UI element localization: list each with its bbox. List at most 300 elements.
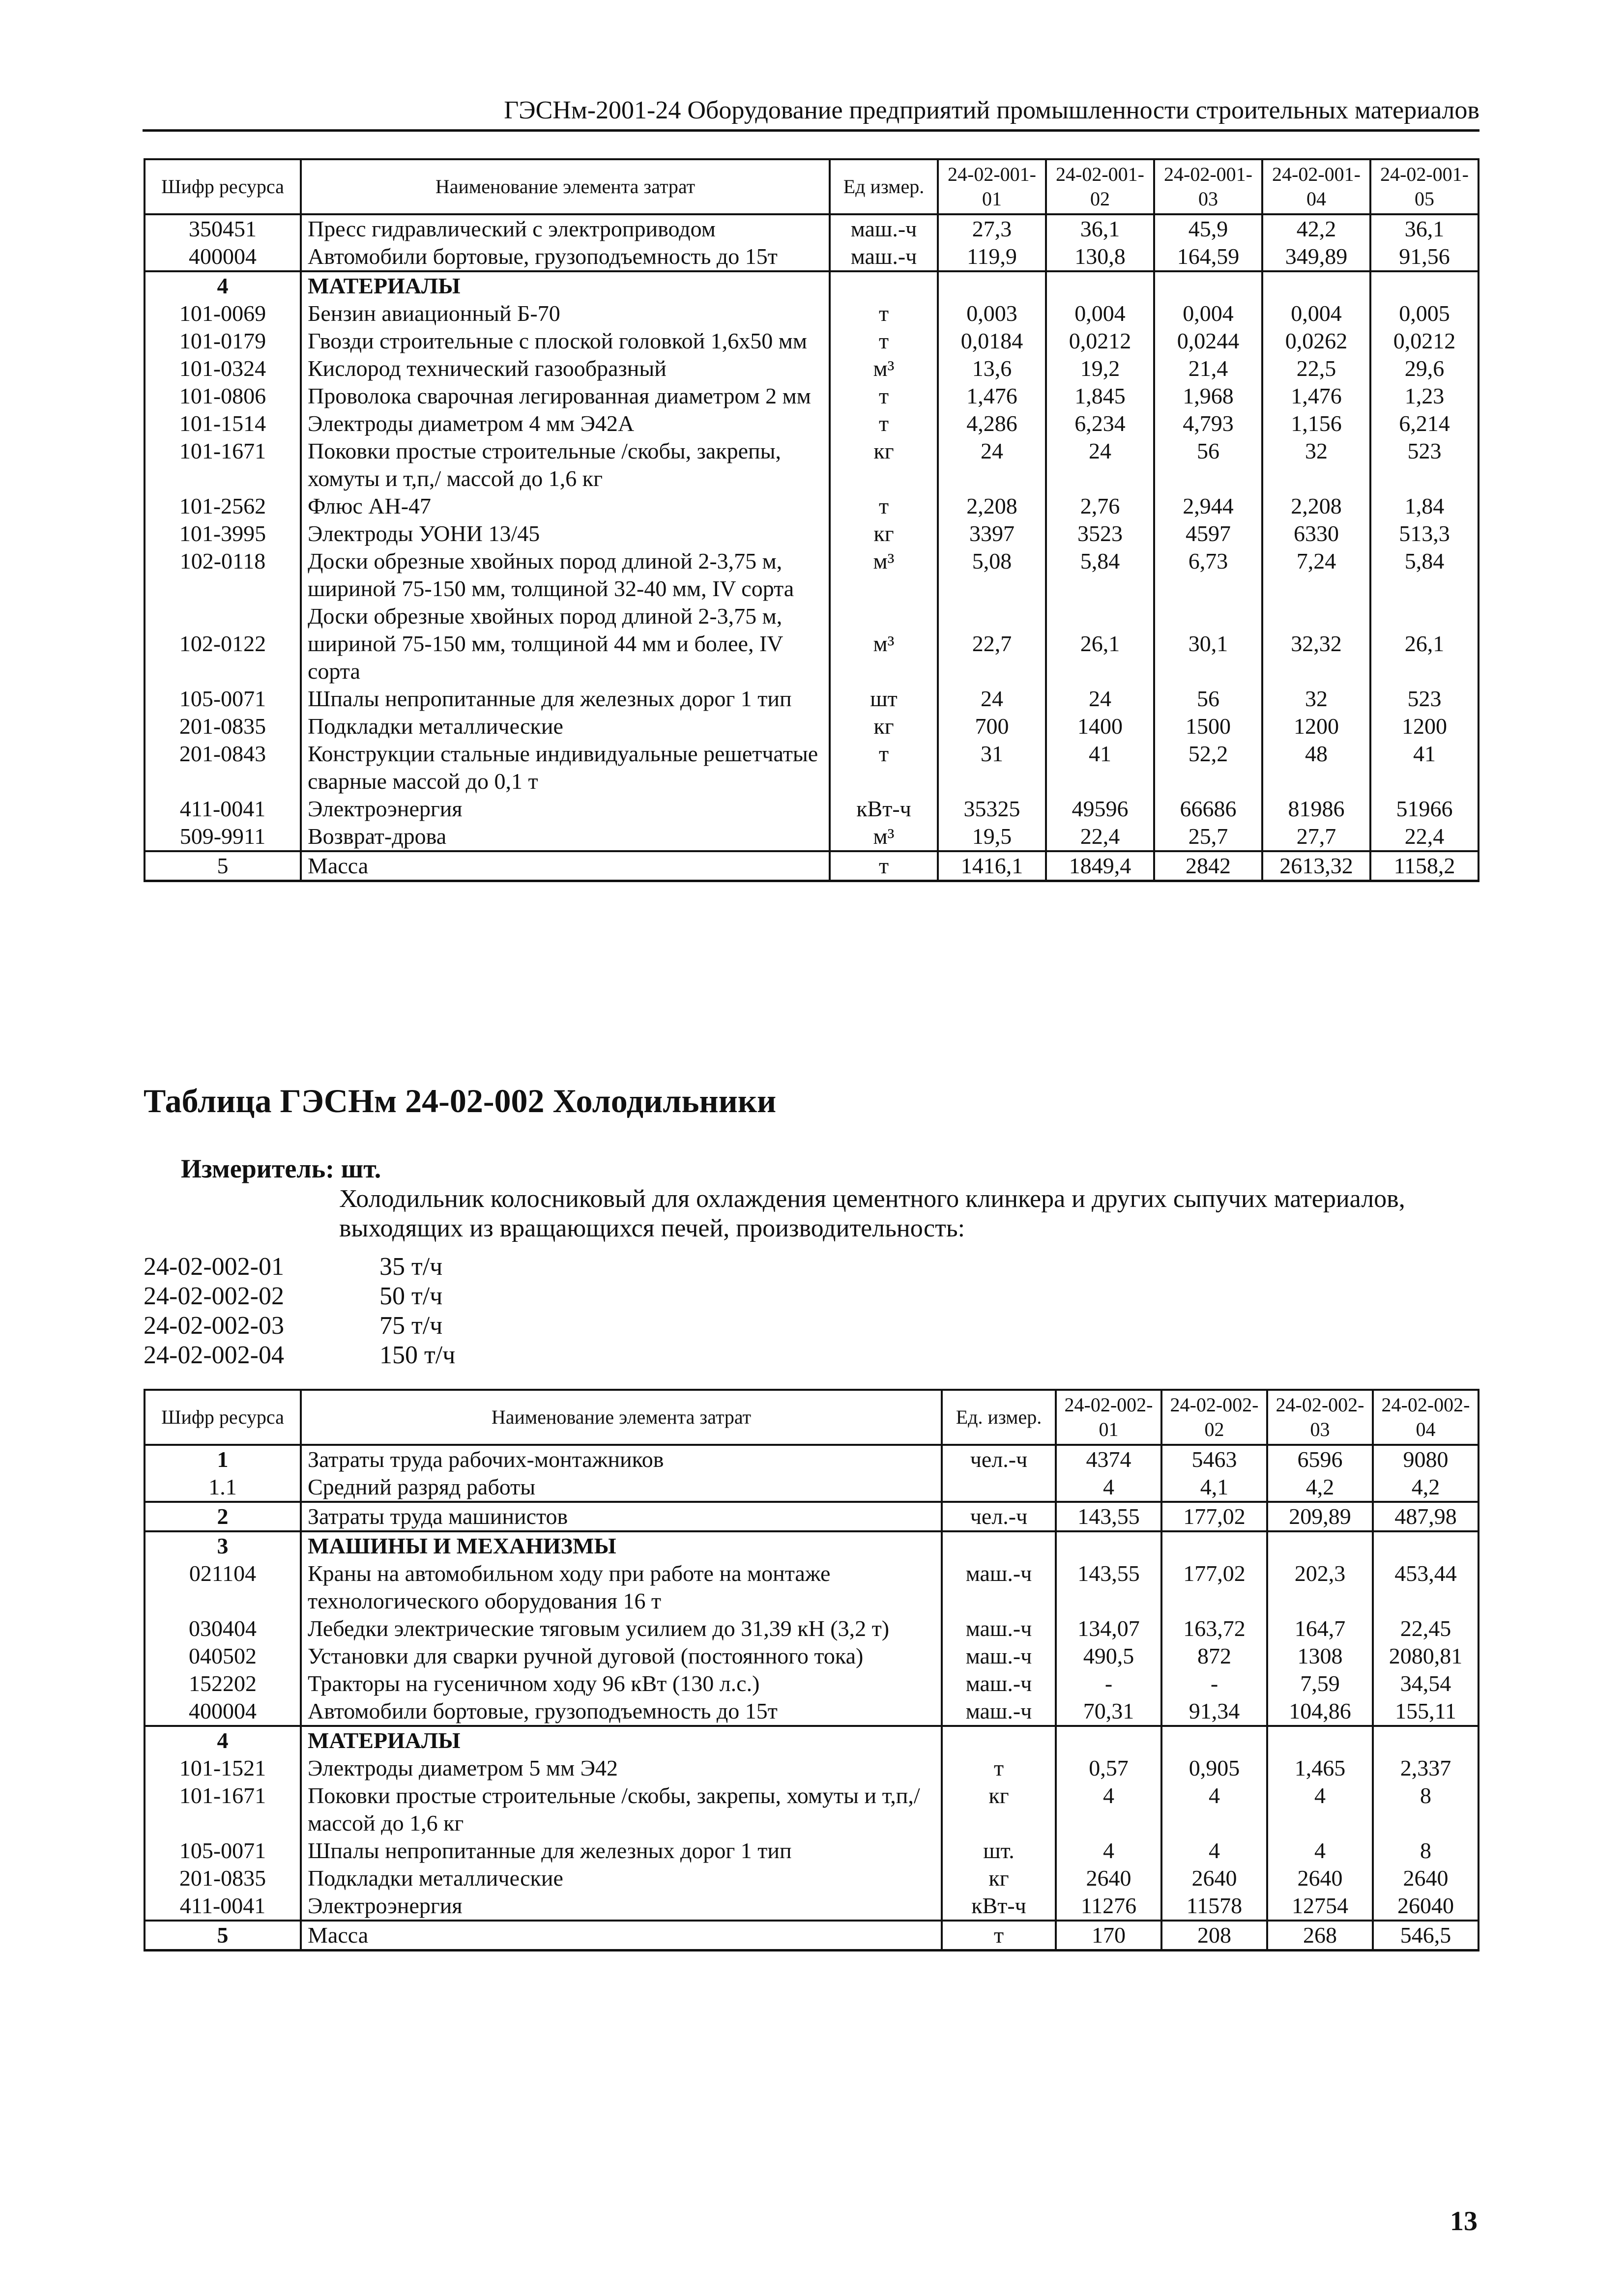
column-header: Шифр ресурса <box>145 1390 301 1445</box>
value-cell: 2,944 <box>1154 492 1262 520</box>
value-cell: 2842 <box>1154 851 1262 881</box>
resource-code: 101-1514 <box>145 410 301 437</box>
value-cell: 164,59 <box>1154 243 1262 271</box>
resource-code: 101-0324 <box>145 355 301 382</box>
column-header: 24-02-002-02 <box>1161 1390 1267 1445</box>
value-cell: 0,004 <box>1154 300 1262 327</box>
unit-cell: маш.-ч <box>942 1697 1056 1726</box>
value-cell: 22,45 <box>1373 1615 1479 1642</box>
value-cell: 26040 <box>1373 1892 1479 1921</box>
resource-name: Затраты труда рабочих-монтажников <box>301 1445 942 1473</box>
unit-cell: кг <box>830 437 938 492</box>
value-cell: 1,465 <box>1267 1754 1373 1782</box>
variant-code: 24-02-002-01 <box>144 1253 284 1281</box>
unit-cell: т <box>830 740 938 795</box>
resource-name: Подкладки металлические <box>301 713 830 740</box>
value-cell: 2,337 <box>1373 1754 1479 1782</box>
unit-cell: т <box>830 327 938 355</box>
resource-name: Подкладки металлические <box>301 1865 942 1892</box>
value-cell: 2640 <box>1267 1865 1373 1892</box>
variant-value: 50 т/ч <box>379 1282 443 1310</box>
value-cell: 1158,2 <box>1370 851 1479 881</box>
variant-value: 150 т/ч <box>379 1341 456 1369</box>
resource-code: 105-0071 <box>145 1837 301 1865</box>
value-cell: 56 <box>1154 437 1262 492</box>
value-cell: 70,31 <box>1056 1697 1161 1726</box>
value-cell: 143,55 <box>1056 1560 1161 1615</box>
resource-code: 509-9911 <box>145 823 301 851</box>
value-cell: 4 <box>1267 1837 1373 1865</box>
value-cell: 1200 <box>1262 713 1370 740</box>
value-cell: 24 <box>1046 437 1154 492</box>
value-cell: 2640 <box>1161 1865 1267 1892</box>
value-cell: 1,23 <box>1370 382 1479 410</box>
meter-line <box>181 1154 381 1183</box>
resource-code: 201-0835 <box>145 1865 301 1892</box>
unit-cell: кг <box>942 1782 1056 1837</box>
table-row <box>145 1502 1479 1531</box>
variant-row <box>144 1341 455 1370</box>
variant-value: 35 т/ч <box>379 1253 443 1281</box>
unit-cell: т <box>830 382 938 410</box>
unit-cell: маш.-ч <box>942 1642 1056 1670</box>
value-cell: 1416,1 <box>938 851 1046 881</box>
value-cell <box>1046 271 1154 300</box>
value-cell: 4 <box>1161 1782 1267 1837</box>
unit-cell: т <box>942 1921 1056 1951</box>
resource-name: Установки для сварки ручной дуговой (постоянного тока) <box>301 1642 942 1670</box>
resource-name: Масса <box>301 1921 942 1951</box>
value-cell: 49596 <box>1046 795 1154 823</box>
value-cell: 34,54 <box>1373 1670 1479 1697</box>
value-cell: 4 <box>1161 1837 1267 1865</box>
resource-name: Краны на автомобильном ходу при работе на монтаже технологического оборудования 16 т <box>301 1560 942 1615</box>
table-row <box>145 214 1479 243</box>
value-cell: 2,208 <box>938 492 1046 520</box>
value-cell: 4 <box>1056 1782 1161 1837</box>
unit-cell: шт. <box>942 1837 1056 1865</box>
resource-table-001 <box>144 158 1479 882</box>
unit-cell: маш.-ч <box>942 1670 1056 1697</box>
value-cell: 0,004 <box>1046 300 1154 327</box>
unit-cell: м³ <box>830 355 938 382</box>
value-cell: 1,476 <box>938 382 1046 410</box>
column-header: Наименование элемента затрат <box>301 159 830 214</box>
resource-code: 5 <box>145 1921 301 1951</box>
value-cell: 42,2 <box>1262 214 1370 243</box>
table-title: Таблица ГЭСНм 24-02-002 Холодильники <box>144 1082 777 1119</box>
column-header: Шифр ресурса <box>145 159 301 214</box>
resource-code: 201-0835 <box>145 713 301 740</box>
value-cell <box>1373 1531 1479 1560</box>
resource-name: Доски обрезные хвойных пород длиной 2-3,75 м, шириной 75-150 мм, толщиной 44 мм и более, IV сорта <box>301 603 830 685</box>
resource-name: Автомобили бортовые, грузоподъемность до 15т <box>301 1697 942 1726</box>
resource-code: 3 <box>145 1531 301 1560</box>
column-header: Наименование элемента затрат <box>301 1390 942 1445</box>
value-cell: 19,5 <box>938 823 1046 851</box>
resource-code: 4 <box>145 271 301 300</box>
table-description: Холодильник колосниковый для охлаждения цементного клинкера и других сыпучих материалов, выходящих из вращающихся печей, производительность: <box>339 1185 1405 1242</box>
column-header: Ед измер. <box>830 159 938 214</box>
resource-name: Масса <box>301 851 830 881</box>
value-cell: 6,214 <box>1370 410 1479 437</box>
table-row <box>145 685 1479 713</box>
value-cell: 209,89 <box>1267 1502 1373 1531</box>
resource-name: Электроды диаметром 5 мм Э42 <box>301 1754 942 1782</box>
running-header: ГЭСНм-2001-24 Оборудование предприятий промышленности строительных материалов <box>143 96 1479 132</box>
resource-name: Пресс гидравлический с электроприводом <box>301 214 830 243</box>
resource-code: 101-1671 <box>145 437 301 492</box>
resource-code: 040502 <box>145 1642 301 1670</box>
value-cell: 1,84 <box>1370 492 1479 520</box>
value-cell: 22,7 <box>938 603 1046 685</box>
value-cell: 0,0244 <box>1154 327 1262 355</box>
value-cell: 26,1 <box>1370 603 1479 685</box>
value-cell <box>1161 1531 1267 1560</box>
column-header: 24-02-001-03 <box>1154 159 1262 214</box>
resource-name: Электроэнергия <box>301 795 830 823</box>
value-cell: 177,02 <box>1161 1502 1267 1531</box>
resource-code: 4 <box>145 1726 301 1754</box>
unit-cell: маш.-ч <box>830 214 938 243</box>
unit-cell: кг <box>830 520 938 547</box>
value-cell: 5463 <box>1161 1445 1267 1473</box>
resource-code: 400004 <box>145 243 301 271</box>
value-cell: 22,5 <box>1262 355 1370 382</box>
value-cell: 349,89 <box>1262 243 1370 271</box>
value-cell: 1500 <box>1154 713 1262 740</box>
table-row <box>145 1615 1479 1642</box>
value-cell: 1308 <box>1267 1642 1373 1670</box>
unit-cell: т <box>830 300 938 327</box>
table-row <box>145 1837 1479 1865</box>
resource-name: Флюс АН-47 <box>301 492 830 520</box>
resource-code: 101-0179 <box>145 327 301 355</box>
table-row <box>145 1642 1479 1670</box>
resource-table-002 <box>144 1389 1479 1952</box>
value-cell: 41 <box>1370 740 1479 795</box>
value-cell: 2,208 <box>1262 492 1370 520</box>
value-cell: 5,08 <box>938 547 1046 603</box>
value-cell: 35325 <box>938 795 1046 823</box>
value-cell: 2640 <box>1373 1865 1479 1892</box>
resource-code: 021104 <box>145 1560 301 1615</box>
variant-code: 24-02-002-02 <box>144 1282 284 1310</box>
value-cell: 208 <box>1161 1921 1267 1951</box>
value-cell: 51966 <box>1370 795 1479 823</box>
value-cell <box>1267 1531 1373 1560</box>
value-cell: 12754 <box>1267 1892 1373 1921</box>
column-header: 24-02-001-01 <box>938 159 1046 214</box>
value-cell <box>1267 1726 1373 1754</box>
value-cell: 0,0184 <box>938 327 1046 355</box>
table-row <box>145 1892 1479 1921</box>
value-cell: 2,76 <box>1046 492 1154 520</box>
value-cell: 8 <box>1373 1837 1479 1865</box>
unit-cell: чел.-ч <box>942 1445 1056 1473</box>
resource-name: Конструкции стальные индивидуальные решетчатые сварные массой до 0,1 т <box>301 740 830 795</box>
resource-name: Электроэнергия <box>301 1892 942 1921</box>
value-cell: 11276 <box>1056 1892 1161 1921</box>
value-cell: 24 <box>938 437 1046 492</box>
value-cell: 11578 <box>1161 1892 1267 1921</box>
value-cell: 0,905 <box>1161 1754 1267 1782</box>
resource-code: 411-0041 <box>145 1892 301 1921</box>
unit-cell: м³ <box>830 547 938 603</box>
value-cell: 1,156 <box>1262 410 1370 437</box>
value-cell: 66686 <box>1154 795 1262 823</box>
unit-cell: чел.-ч <box>942 1502 1056 1531</box>
table-row <box>145 382 1479 410</box>
table-row <box>145 851 1479 881</box>
variant-value: 75 т/ч <box>379 1312 443 1340</box>
resource-name: МАТЕРИАЛЫ <box>301 271 830 300</box>
value-cell: 22,4 <box>1046 823 1154 851</box>
value-cell: 268 <box>1267 1921 1373 1951</box>
table-row <box>145 327 1479 355</box>
value-cell: 81986 <box>1262 795 1370 823</box>
value-cell: 7,59 <box>1267 1670 1373 1697</box>
table-row <box>145 410 1479 437</box>
unit-cell: м³ <box>830 603 938 685</box>
value-cell: 523 <box>1370 437 1479 492</box>
resource-name: Электроды УОНИ 13/45 <box>301 520 830 547</box>
value-cell: 163,72 <box>1161 1615 1267 1642</box>
value-cell: 155,11 <box>1373 1697 1479 1726</box>
meter-label: Измеритель: <box>181 1154 335 1183</box>
value-cell: 22,4 <box>1370 823 1479 851</box>
table-row <box>145 1754 1479 1782</box>
value-cell: 4 <box>1056 1473 1161 1502</box>
value-cell: 24 <box>1046 685 1154 713</box>
resource-code: 101-1521 <box>145 1754 301 1782</box>
resource-name: Доски обрезные хвойных пород длиной 2-3,75 м, шириной 75-150 мм, толщиной 32-40 мм, IV сорта <box>301 547 830 603</box>
column-header: 24-02-002-04 <box>1373 1390 1479 1445</box>
resource-code: 101-2562 <box>145 492 301 520</box>
resource-name: Кислород технический газообразный <box>301 355 830 382</box>
value-cell <box>1154 271 1262 300</box>
unit-cell: т <box>830 492 938 520</box>
value-cell: 25,7 <box>1154 823 1262 851</box>
value-cell: 453,44 <box>1373 1560 1479 1615</box>
value-cell: 4,2 <box>1267 1473 1373 1502</box>
value-cell: 0,57 <box>1056 1754 1161 1782</box>
value-cell: 36,1 <box>1046 214 1154 243</box>
resource-code: 101-0806 <box>145 382 301 410</box>
resource-name: Средний разряд работы <box>301 1473 942 1502</box>
resource-name: Электроды диаметром 4 мм Э42А <box>301 410 830 437</box>
value-cell: 1849,4 <box>1046 851 1154 881</box>
resource-name: Проволока сварочная легированная диаметром 2 мм <box>301 382 830 410</box>
table-row <box>145 1697 1479 1726</box>
value-cell: 2640 <box>1056 1865 1161 1892</box>
value-cell: 202,3 <box>1267 1560 1373 1615</box>
variant-code: 24-02-002-04 <box>144 1341 284 1369</box>
value-cell: 5,84 <box>1370 547 1479 603</box>
unit-cell <box>942 1473 1056 1502</box>
resource-name: Тракторы на гусеничном ходу 96 кВт (130 л.с.) <box>301 1670 942 1697</box>
resource-code: 105-0071 <box>145 685 301 713</box>
resource-name: МАШИНЫ И МЕХАНИЗМЫ <box>301 1531 942 1560</box>
value-cell: 119,9 <box>938 243 1046 271</box>
value-cell: 4,793 <box>1154 410 1262 437</box>
value-cell: 32,32 <box>1262 603 1370 685</box>
table-row <box>145 1670 1479 1697</box>
value-cell: 513,3 <box>1370 520 1479 547</box>
column-header: 24-02-001-04 <box>1262 159 1370 214</box>
value-cell: 1,968 <box>1154 382 1262 410</box>
value-cell: 0,005 <box>1370 300 1479 327</box>
unit-cell: маш.-ч <box>830 243 938 271</box>
value-cell: 8 <box>1373 1782 1479 1837</box>
table-row <box>145 547 1479 603</box>
value-cell: 104,86 <box>1267 1697 1373 1726</box>
value-cell: 45,9 <box>1154 214 1262 243</box>
value-cell: 6330 <box>1262 520 1370 547</box>
unit-cell: кг <box>942 1865 1056 1892</box>
table-row <box>145 300 1479 327</box>
value-cell: 1400 <box>1046 713 1154 740</box>
unit-cell: т <box>830 851 938 881</box>
value-cell: 1200 <box>1370 713 1479 740</box>
resource-name: Поковки простые строительные /скобы, закрепы, хомуты и т,п,/ массой до 1,6 кг <box>301 1782 942 1837</box>
resource-code: 101-0069 <box>145 300 301 327</box>
value-cell: 41 <box>1046 740 1154 795</box>
table-header-row <box>145 159 1479 214</box>
unit-cell: маш.-ч <box>942 1615 1056 1642</box>
value-cell: 143,55 <box>1056 1502 1161 1531</box>
value-cell: - <box>1056 1670 1161 1697</box>
variant-row <box>144 1282 455 1311</box>
table-row <box>145 243 1479 271</box>
value-cell <box>1262 271 1370 300</box>
table-row <box>145 355 1479 382</box>
value-cell: 872 <box>1161 1642 1267 1670</box>
value-cell: 31 <box>938 740 1046 795</box>
value-cell: 134,07 <box>1056 1615 1161 1642</box>
value-cell: 2080,81 <box>1373 1642 1479 1670</box>
value-cell: 91,56 <box>1370 243 1479 271</box>
variant-row <box>144 1252 455 1282</box>
value-cell: 4,286 <box>938 410 1046 437</box>
value-cell: 0,004 <box>1262 300 1370 327</box>
value-cell: 4,1 <box>1161 1473 1267 1502</box>
page-number: 13 <box>1450 2206 1478 2237</box>
value-cell: 5,84 <box>1046 547 1154 603</box>
column-header: 24-02-001-05 <box>1370 159 1479 214</box>
table-row <box>145 740 1479 795</box>
value-cell: 56 <box>1154 685 1262 713</box>
value-cell: 4597 <box>1154 520 1262 547</box>
value-cell: 1,476 <box>1262 382 1370 410</box>
value-cell: 13,6 <box>938 355 1046 382</box>
table-row <box>145 1531 1479 1560</box>
table-row <box>145 795 1479 823</box>
value-cell: 9080 <box>1373 1445 1479 1473</box>
table-row <box>145 713 1479 740</box>
resource-code: 350451 <box>145 214 301 243</box>
resource-name: Автомобили бортовые, грузоподъемность до 15т <box>301 243 830 271</box>
resource-code: 101-3995 <box>145 520 301 547</box>
table-row <box>145 1560 1479 1615</box>
resource-code: 2 <box>145 1502 301 1531</box>
unit-cell: кВт-ч <box>942 1892 1056 1921</box>
table-row <box>145 1726 1479 1754</box>
value-cell: 6,73 <box>1154 547 1262 603</box>
unit-cell: м³ <box>830 823 938 851</box>
column-header: 24-02-002-01 <box>1056 1390 1161 1445</box>
resource-code: 102-0122 <box>145 603 301 685</box>
resource-name: Шпалы непропитанные для железных дорог 1 тип <box>301 1837 942 1865</box>
value-cell: 170 <box>1056 1921 1161 1951</box>
unit-cell: маш.-ч <box>942 1560 1056 1615</box>
value-cell: 48 <box>1262 740 1370 795</box>
resource-code: 201-0843 <box>145 740 301 795</box>
resource-code: 101-1671 <box>145 1782 301 1837</box>
value-cell <box>1161 1726 1267 1754</box>
value-cell <box>1056 1531 1161 1560</box>
value-cell <box>938 271 1046 300</box>
value-cell: 19,2 <box>1046 355 1154 382</box>
table-row <box>145 1921 1479 1951</box>
variant-row <box>144 1311 455 1341</box>
value-cell: 52,2 <box>1154 740 1262 795</box>
value-cell: 21,4 <box>1154 355 1262 382</box>
resource-name: Лебедки электрические тяговым усилием до 31,39 кН (3,2 т) <box>301 1615 942 1642</box>
variant-list <box>144 1252 455 1370</box>
value-cell: 32 <box>1262 437 1370 492</box>
resource-code: 400004 <box>145 1697 301 1726</box>
value-cell: 4,2 <box>1373 1473 1479 1502</box>
value-cell: 546,5 <box>1373 1921 1479 1951</box>
value-cell: 3397 <box>938 520 1046 547</box>
table-row <box>145 520 1479 547</box>
value-cell: 0,0212 <box>1370 327 1479 355</box>
column-header: Ед. измер. <box>942 1390 1056 1445</box>
variant-code: 24-02-002-03 <box>144 1312 284 1340</box>
value-cell: 0,0212 <box>1046 327 1154 355</box>
value-cell <box>1370 271 1479 300</box>
value-cell: 523 <box>1370 685 1479 713</box>
resource-name: МАТЕРИАЛЫ <box>301 1726 942 1754</box>
resource-name: Гвозди строительные с плоской головкой 1,6х50 мм <box>301 327 830 355</box>
resource-name: Бензин авиационный Б-70 <box>301 300 830 327</box>
value-cell: 487,98 <box>1373 1502 1479 1531</box>
resource-name: Шпалы непропитанные для железных дорог 1 тип <box>301 685 830 713</box>
unit-cell: кВт-ч <box>830 795 938 823</box>
value-cell: 27,3 <box>938 214 1046 243</box>
value-cell: 0,0262 <box>1262 327 1370 355</box>
value-cell: 27,7 <box>1262 823 1370 851</box>
resource-code: 102-0118 <box>145 547 301 603</box>
value-cell: 32 <box>1262 685 1370 713</box>
value-cell: 700 <box>938 713 1046 740</box>
column-header: 24-02-001-02 <box>1046 159 1154 214</box>
value-cell: 177,02 <box>1161 1560 1267 1615</box>
unit-cell: т <box>830 410 938 437</box>
value-cell: 164,7 <box>1267 1615 1373 1642</box>
resource-code: 411-0041 <box>145 795 301 823</box>
value-cell: 29,6 <box>1370 355 1479 382</box>
value-cell: 26,1 <box>1046 603 1154 685</box>
table-row <box>145 603 1479 685</box>
value-cell <box>1373 1726 1479 1754</box>
value-cell: 24 <box>938 685 1046 713</box>
table-row <box>145 1473 1479 1502</box>
value-cell: 6,234 <box>1046 410 1154 437</box>
value-cell: 2613,32 <box>1262 851 1370 881</box>
table-header-row <box>145 1390 1479 1445</box>
